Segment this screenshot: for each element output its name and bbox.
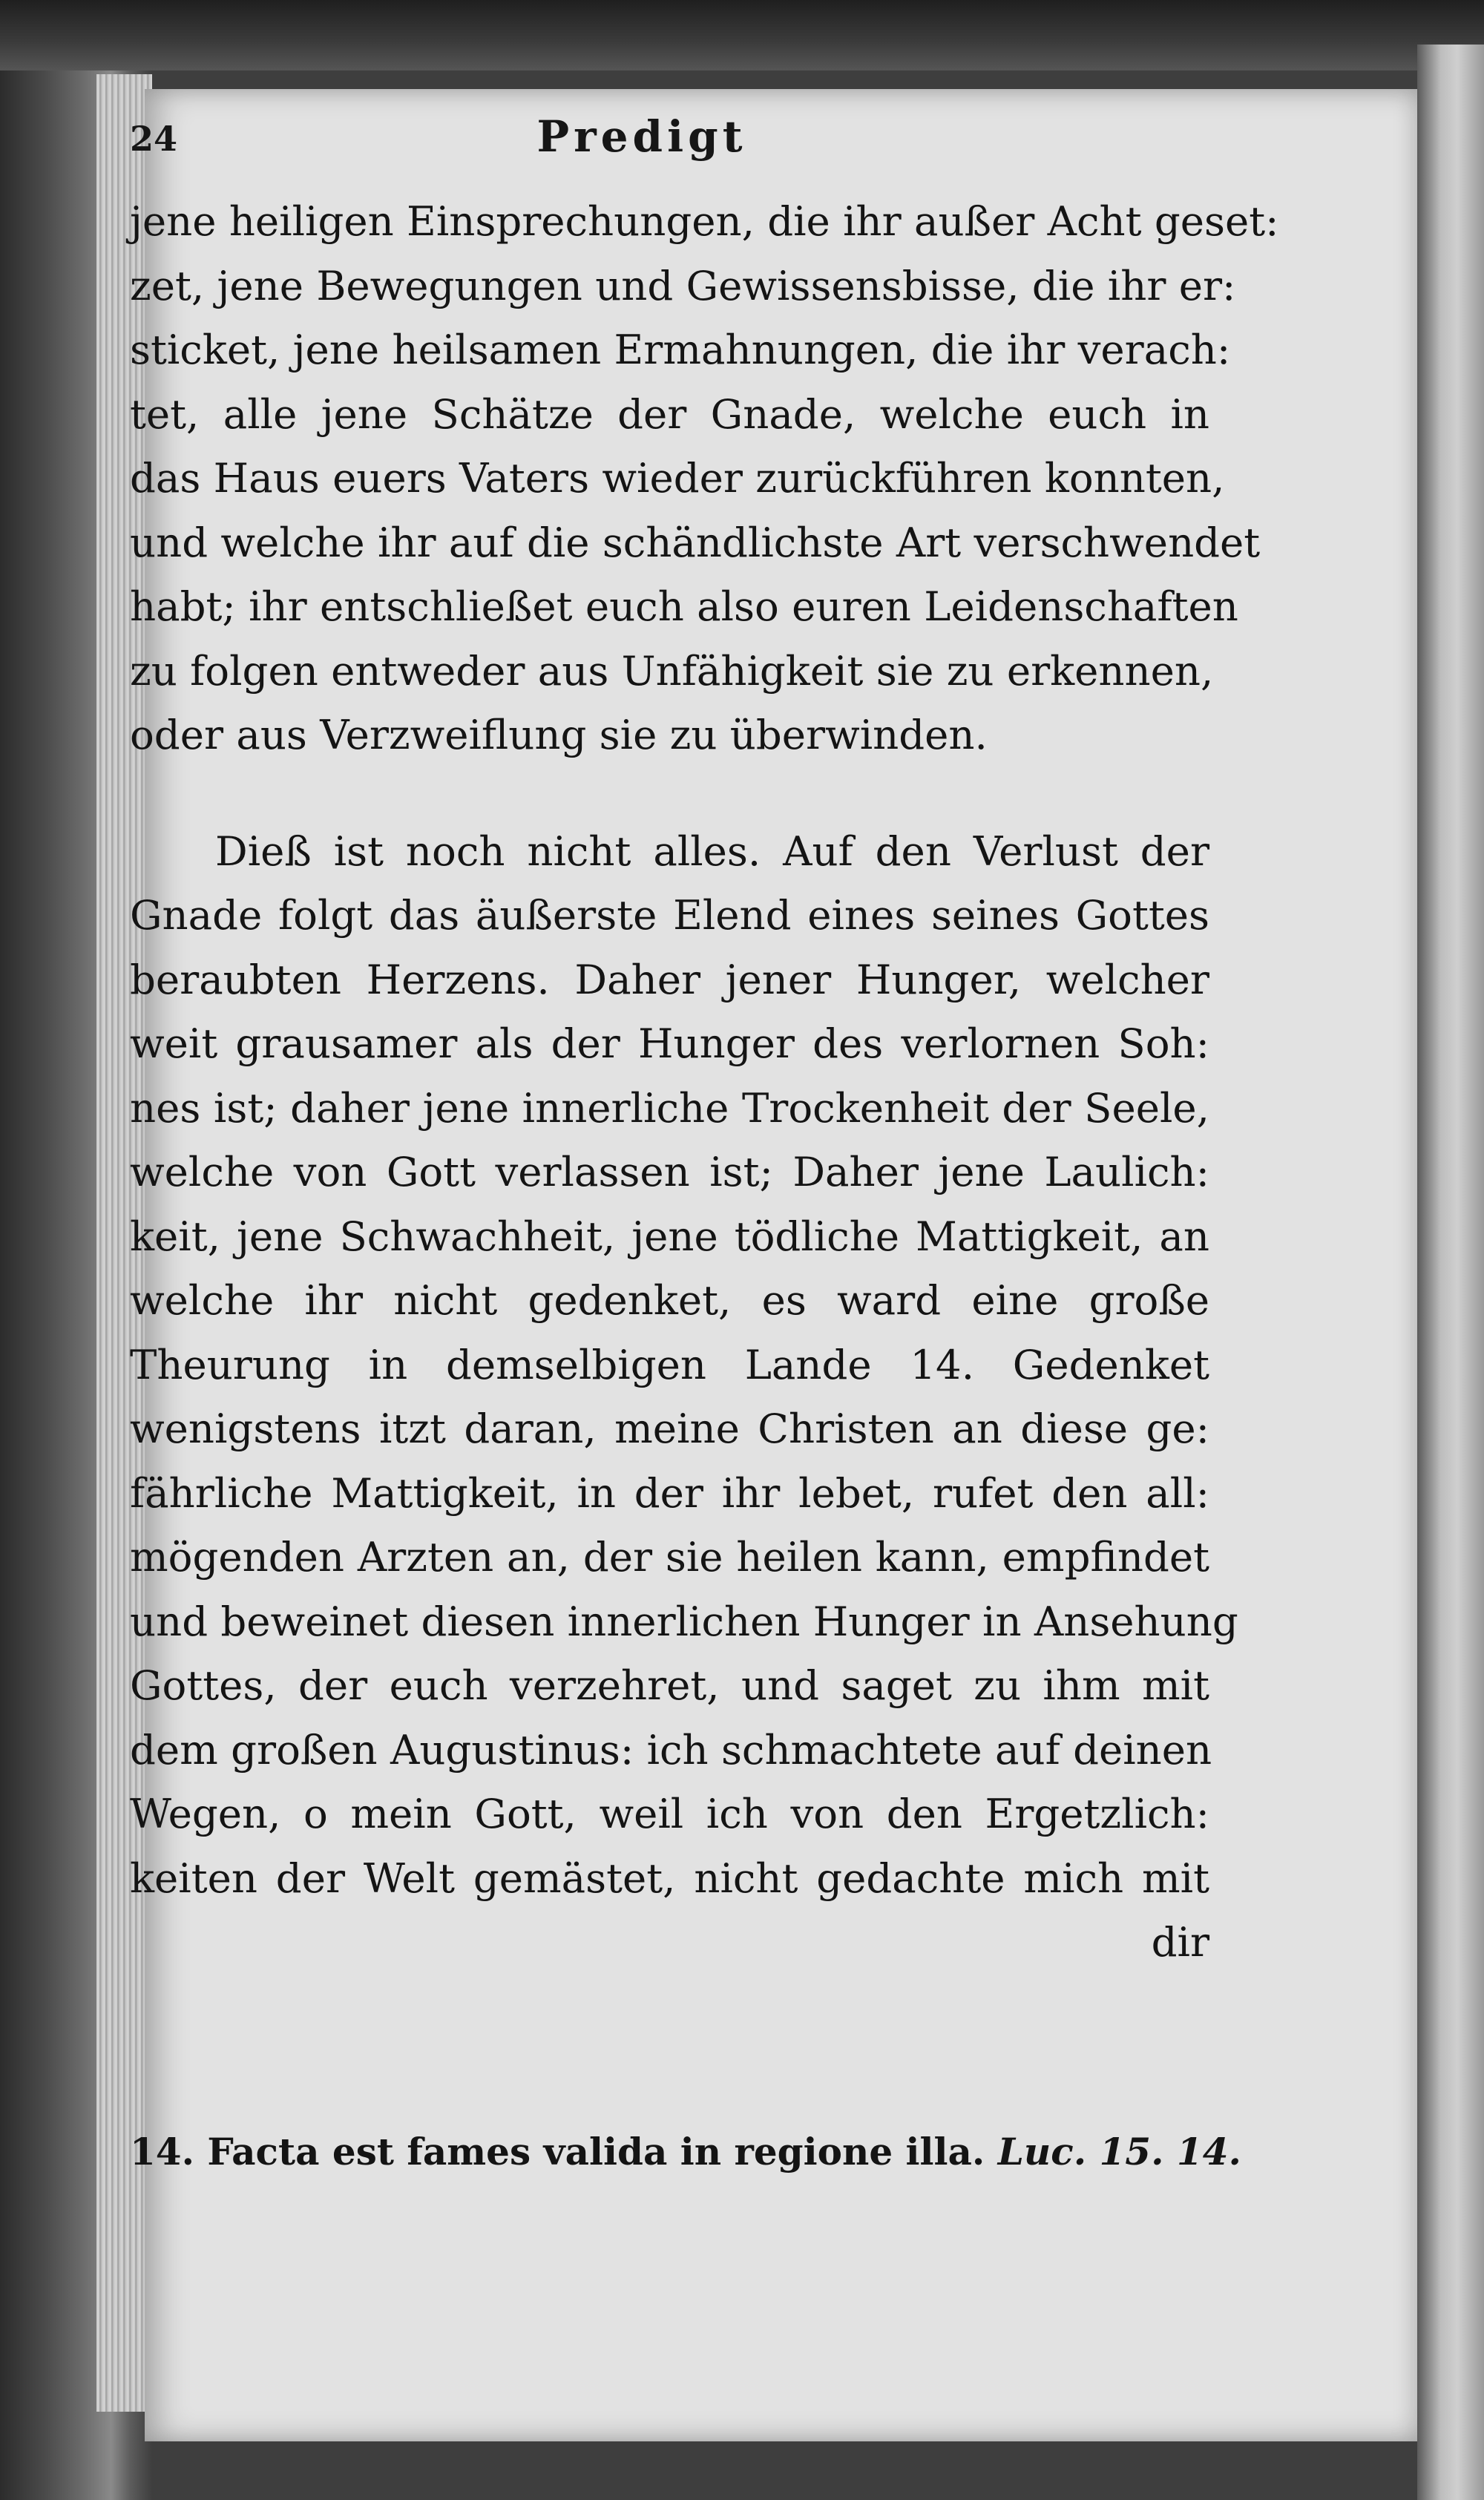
paragraph-2 <box>130 819 1238 1975</box>
body-text <box>130 189 1279 1975</box>
text-line: sticket, jene heilsamen Ermahnungen, die ihr verach: <box>130 326 1231 373</box>
text-line: Gnade folgt das äußerste Elend eines seines Gottes <box>130 891 1209 939</box>
footnote-text: 14. Facta est fames valida in regione illa. <box>130 2130 985 2173</box>
text-line: Gottes, der euch verzehret, und saget zu ihm mit <box>130 1661 1209 1709</box>
book-cover-top <box>0 0 1484 70</box>
book-cover-right <box>1417 45 1484 2500</box>
text-line: und beweinet diesen innerlichen Hunger in Ansehung <box>130 1597 1238 1645</box>
text-line: fährliche Mattigkeit, in der ihr lebet, rufet den all: <box>130 1469 1209 1517</box>
text-line: welche von Gott verlassen ist; Daher jene Laulich: <box>130 1148 1209 1195</box>
text-line: wenigstens itzt daran, meine Christen an diese ge: <box>130 1405 1209 1452</box>
text-line: Wegen, o mein Gott, weil ich von den Ergetzlich: <box>130 1790 1209 1837</box>
text-line: oder aus Verzweiflung sie zu überwinden. <box>130 711 988 758</box>
paragraph-1 <box>130 189 1279 767</box>
text-line: welche ihr nicht gedenket, es ward eine große <box>130 1276 1209 1324</box>
text-line: nes ist; daher jene innerliche Trockenheit der Seele, <box>130 1083 1209 1132</box>
text-line: dem großen Augustinus: ich schmachtete auf deinen <box>130 1725 1212 1774</box>
running-head: Predigt <box>536 111 747 162</box>
text-line: keiten der Welt gemästet, nicht gedachte mich mit <box>130 1854 1209 1902</box>
text-line: und welche ihr auf die schändlichste Art verschwendet <box>130 518 1261 566</box>
text-line: mögenden Arzten an, der sie heilen kann, empfindet <box>130 1533 1209 1581</box>
text-line: tet, alle jene Schätze der Gnade, welche euch in <box>130 390 1209 438</box>
text-line: keit, jene Schwachheit, jene tödliche Mattigkeit, an <box>130 1212 1209 1260</box>
text-line: Dieß ist noch nicht alles. Auf den Verlust der <box>215 827 1209 875</box>
catchword: dir <box>1151 1918 1209 1966</box>
text-line: das Haus euers Vaters wieder zurückführen konnten, <box>130 454 1225 502</box>
text-line: weit grausamer als der Hunger des verlornen Soh: <box>130 1020 1209 1067</box>
page-header <box>130 111 1154 178</box>
footnote <box>130 2122 1241 2182</box>
text-line: zet, jene Bewegungen und Gewissensbisse, die ihr er: <box>130 261 1236 309</box>
text-line: jene heiligen Einsprechungen, die ihr außer Acht geset: <box>130 197 1279 245</box>
page-number: 24 <box>130 119 178 159</box>
text-line: Theurung in demselbigen Lande 14. Gedenket <box>130 1340 1209 1388</box>
text-line: zu folgen entweder aus Unfähigkeit sie zu erkennen, <box>130 646 1214 695</box>
footnote-reference: Luc. 15. 14. <box>997 2130 1241 2173</box>
text-line: beraubten Herzens. Daher jener Hunger, welcher <box>130 955 1209 1003</box>
paragraph-gap <box>130 767 1209 819</box>
text-line: habt; ihr entschließet euch also euren Leidenschaften <box>130 583 1238 630</box>
